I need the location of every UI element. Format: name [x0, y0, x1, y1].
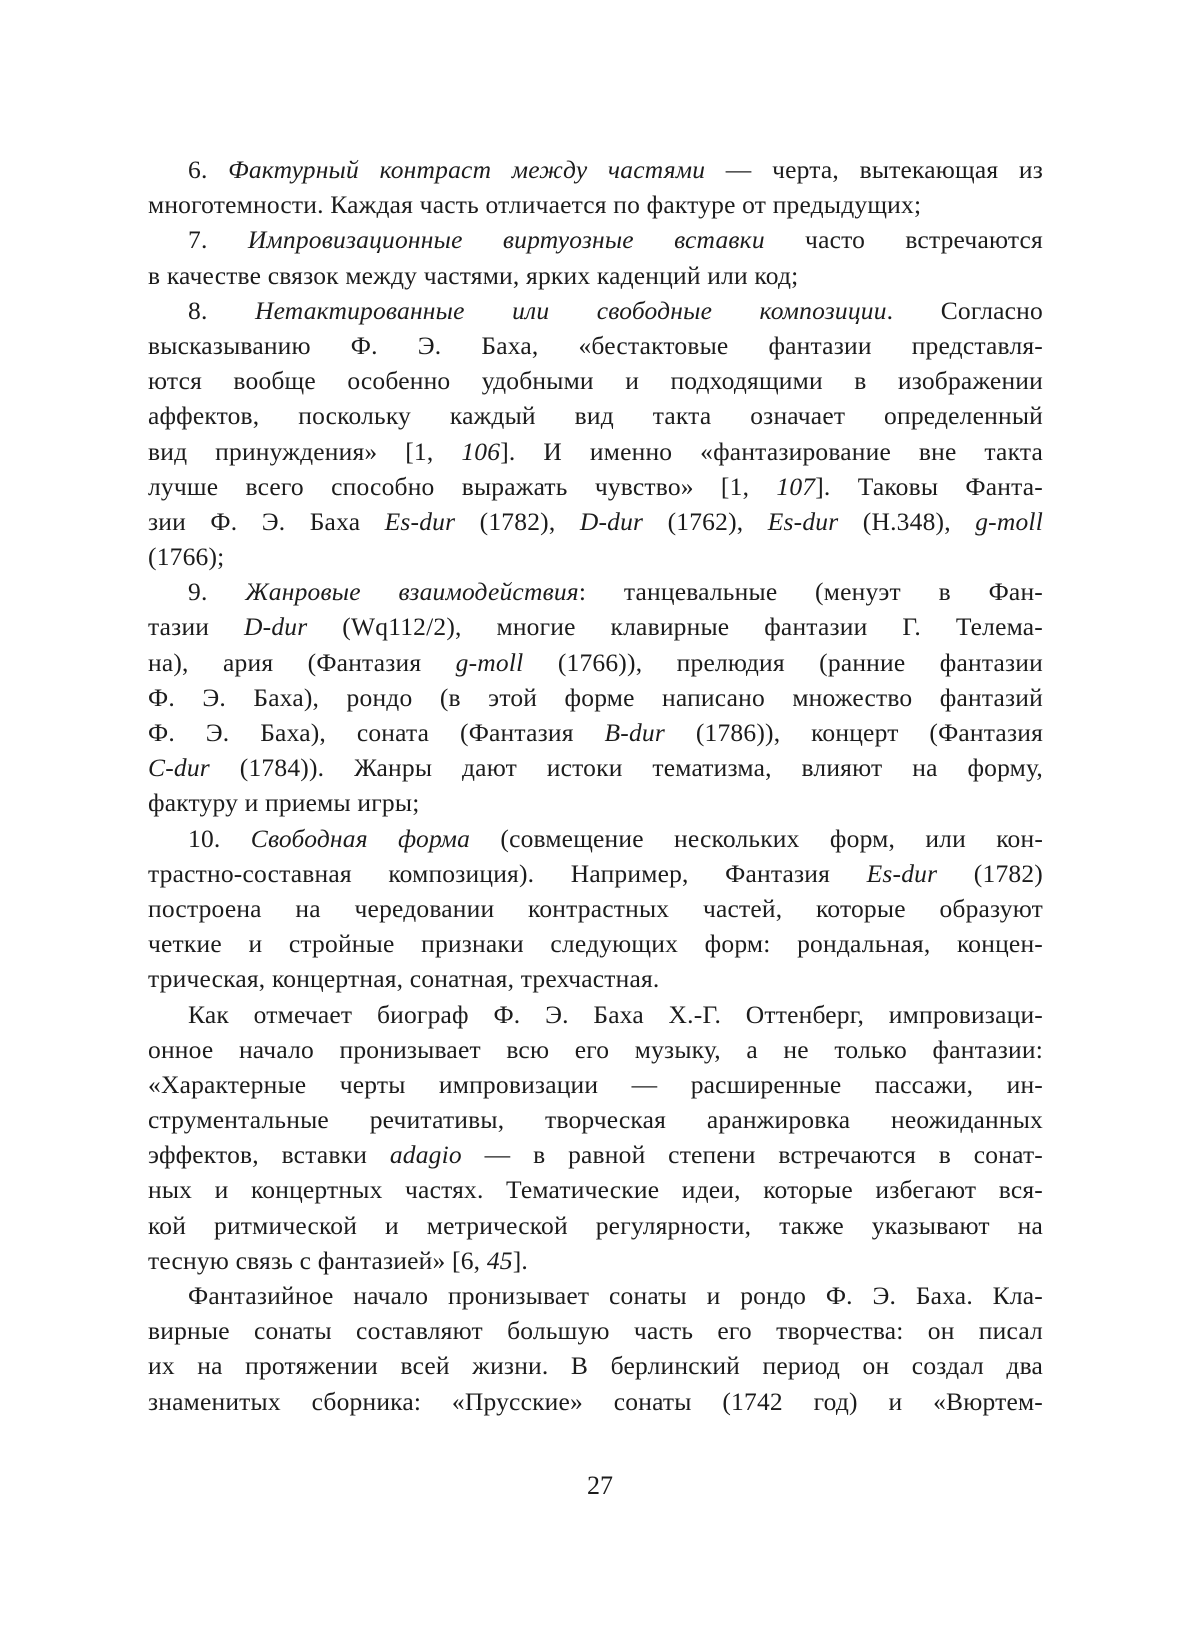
text-run: аффектов, поскольку каждый вид такта означает определенный	[148, 401, 1043, 431]
text-run-italic: Импровизационные виртуозные вставки	[247, 225, 765, 255]
text-line	[148, 1172, 1043, 1207]
text-run-italic: D-dur	[579, 506, 644, 536]
text-run: 8.	[188, 295, 255, 325]
text-run: (1766);	[148, 542, 225, 572]
text-run: «Характерные черты импровизации — расширенные пассажи, ин-	[148, 1069, 1043, 1099]
text-run: (1782),	[455, 506, 580, 536]
text-run: (1782)	[937, 858, 1043, 888]
paragraph	[148, 997, 1043, 1279]
text-line	[148, 1278, 1043, 1313]
text-line	[148, 574, 1043, 609]
text-run: Ф. Э. Баха), рондо (в этой форме написано множество фантазий	[148, 682, 1043, 712]
page-number: 27	[587, 1471, 613, 1500]
text-run: тесную связь с фантазией» [6,	[148, 1245, 487, 1275]
paragraph	[148, 222, 1043, 292]
text-line	[148, 715, 1043, 750]
text-run: вид принуждения» [1,	[148, 436, 462, 466]
text-run-italic: 106	[461, 436, 501, 466]
text-line	[148, 504, 1043, 539]
text-run-italic: D-dur	[244, 612, 308, 642]
text-run-italic: adagio	[389, 1140, 462, 1170]
text-run: на), ария (Фантазия	[148, 647, 456, 677]
text-run: ных и концертных частях. Тематические идеи, которые избегают вся-	[148, 1175, 1043, 1205]
text-line	[148, 434, 1043, 469]
paragraph	[148, 574, 1043, 820]
text-line	[148, 363, 1043, 398]
text-run: часто встречаются	[764, 225, 1043, 255]
text-run-italic: 107	[776, 471, 816, 501]
text-line	[148, 609, 1043, 644]
text-run: онное начало пронизывает всю его музыку, а не только фантазии:	[148, 1034, 1043, 1064]
text-line	[148, 1208, 1043, 1243]
text-line	[148, 821, 1043, 856]
text-run: : танцевальные (менуэт в Фан-	[578, 577, 1043, 607]
text-line	[148, 328, 1043, 363]
text-line	[148, 1067, 1043, 1102]
text-run: фактуру и приемы игры;	[148, 788, 420, 818]
paragraph	[148, 1278, 1043, 1419]
text-run-italic: g-moll	[975, 506, 1043, 536]
text-line	[148, 961, 1043, 996]
text-run: кой ритмической и метрической регулярности, также указывают на	[148, 1210, 1043, 1240]
text-run: знаменитых сборника: «Прусские» сонаты (1742 год) и «Вюртем-	[148, 1386, 1043, 1416]
text-run: трическая, концертная, сонатная, трехчастная.	[148, 964, 660, 994]
text-run: (1762),	[643, 506, 768, 536]
text-run-italic: Нетактированные или свободные композиции	[254, 295, 887, 325]
text-line	[148, 152, 1043, 187]
text-run-italic: Свободная форма	[250, 823, 471, 853]
text-run-italic: 45	[486, 1245, 513, 1275]
text-run: — черта, вытекающая из	[705, 155, 1043, 184]
text-run-italic: C-dur	[148, 753, 210, 783]
text-line	[148, 785, 1043, 820]
text-line	[148, 187, 1043, 222]
text-run: (1786)), концерт (Фантазия	[664, 718, 1043, 747]
text-line	[148, 258, 1043, 293]
text-line	[148, 750, 1043, 785]
text-line	[148, 645, 1043, 680]
text-run: (1766)), прелюдия (ранние фантазии	[523, 647, 1043, 677]
text-run-italic: Es-dur	[384, 506, 456, 536]
paragraph	[148, 152, 1043, 222]
text-run: ]. И именно «фантазирование вне такта	[500, 436, 1043, 466]
text-line	[148, 1243, 1043, 1278]
text-run: Фантазийное начало пронизывает сонаты и рондо Ф. Э. Баха. Кла-	[188, 1281, 1043, 1310]
text-line	[148, 1313, 1043, 1348]
text-run-italic: Es-dur	[866, 858, 938, 888]
text-run: (совмещение нескольких форм, или кон-	[470, 823, 1043, 853]
text-line	[148, 997, 1043, 1032]
text-run-italic: Es-dur	[767, 506, 839, 536]
text-run: ].	[512, 1245, 529, 1275]
text-line	[148, 1102, 1043, 1137]
page-body	[148, 152, 1043, 1419]
text-run: 9.	[188, 577, 246, 607]
text-run: (Wq112/2), многие клавирные фантазии Г. Телема-	[307, 612, 1043, 642]
text-line	[148, 1384, 1043, 1419]
text-run: — в равной степени встречаются в сонат-	[461, 1140, 1043, 1170]
text-run: вирные сонаты составляют большую часть его творчества: он писал	[148, 1316, 1043, 1346]
text-run: 10.	[188, 823, 251, 853]
paragraph	[148, 821, 1043, 997]
text-run-italic: Жанровые взаимодействия	[245, 577, 579, 607]
text-run-italic: Фактурный контраст между частями	[228, 155, 706, 184]
text-line	[148, 222, 1043, 257]
text-run: многотемности. Каждая часть отличается по фактуре от предыдущих;	[148, 190, 922, 220]
text-run: Как отмечает биограф Ф. Э. Баха Х.-Г. Оттенберг, импровизаци-	[188, 999, 1043, 1029]
text-line	[148, 1348, 1043, 1383]
text-run: эффектов, вставки	[148, 1140, 390, 1170]
text-run: 7.	[188, 225, 248, 255]
text-line	[148, 680, 1043, 715]
text-line	[148, 398, 1043, 433]
text-run: (1784)). Жанры дают истоки тематизма, влияют на форму,	[209, 753, 1043, 783]
text-line	[148, 856, 1043, 891]
text-run-italic: B-dur	[604, 718, 665, 747]
text-line	[148, 293, 1043, 328]
text-line	[148, 926, 1043, 961]
text-run: ются вообще особенно удобными и подходящими в изображении	[148, 366, 1043, 396]
text-run: тазии	[148, 612, 245, 642]
text-run: ]. Таковы Фанта-	[815, 471, 1043, 501]
text-line	[148, 469, 1043, 504]
text-run: четкие и стройные признаки следующих форм: рондальная, концен-	[148, 929, 1043, 959]
text-run: Ф. Э. Баха), соната (Фантазия	[148, 718, 605, 747]
text-run: лучше всего способно выражать чувство» [1,	[148, 471, 777, 501]
text-run: . Согласно	[886, 295, 1043, 325]
text-run: струментальные речитативы, творческая аранжировка неожиданных	[148, 1105, 1043, 1135]
text-run: высказыванию Ф. Э. Баха, «бестактовые фантазии представля-	[148, 330, 1043, 360]
text-run: трастно-составная композиция). Например, Фантазия	[148, 858, 867, 888]
text-run-italic: g-moll	[455, 647, 524, 677]
text-run: построена на чередовании контрастных частей, которые образуют	[148, 893, 1043, 923]
text-run: (H.348),	[838, 506, 976, 536]
text-line	[148, 891, 1043, 926]
text-run: 6.	[188, 155, 229, 184]
text-line	[148, 1137, 1043, 1172]
text-line	[148, 539, 1043, 574]
text-run: зии Ф. Э. Баха	[148, 506, 385, 536]
text-run: в качестве связок между частями, ярких каденций или код;	[148, 260, 799, 290]
text-run: их на протяжении всей жизни. В берлинский период он создал два	[148, 1351, 1043, 1381]
paragraph	[148, 293, 1043, 575]
text-line	[148, 1032, 1043, 1067]
